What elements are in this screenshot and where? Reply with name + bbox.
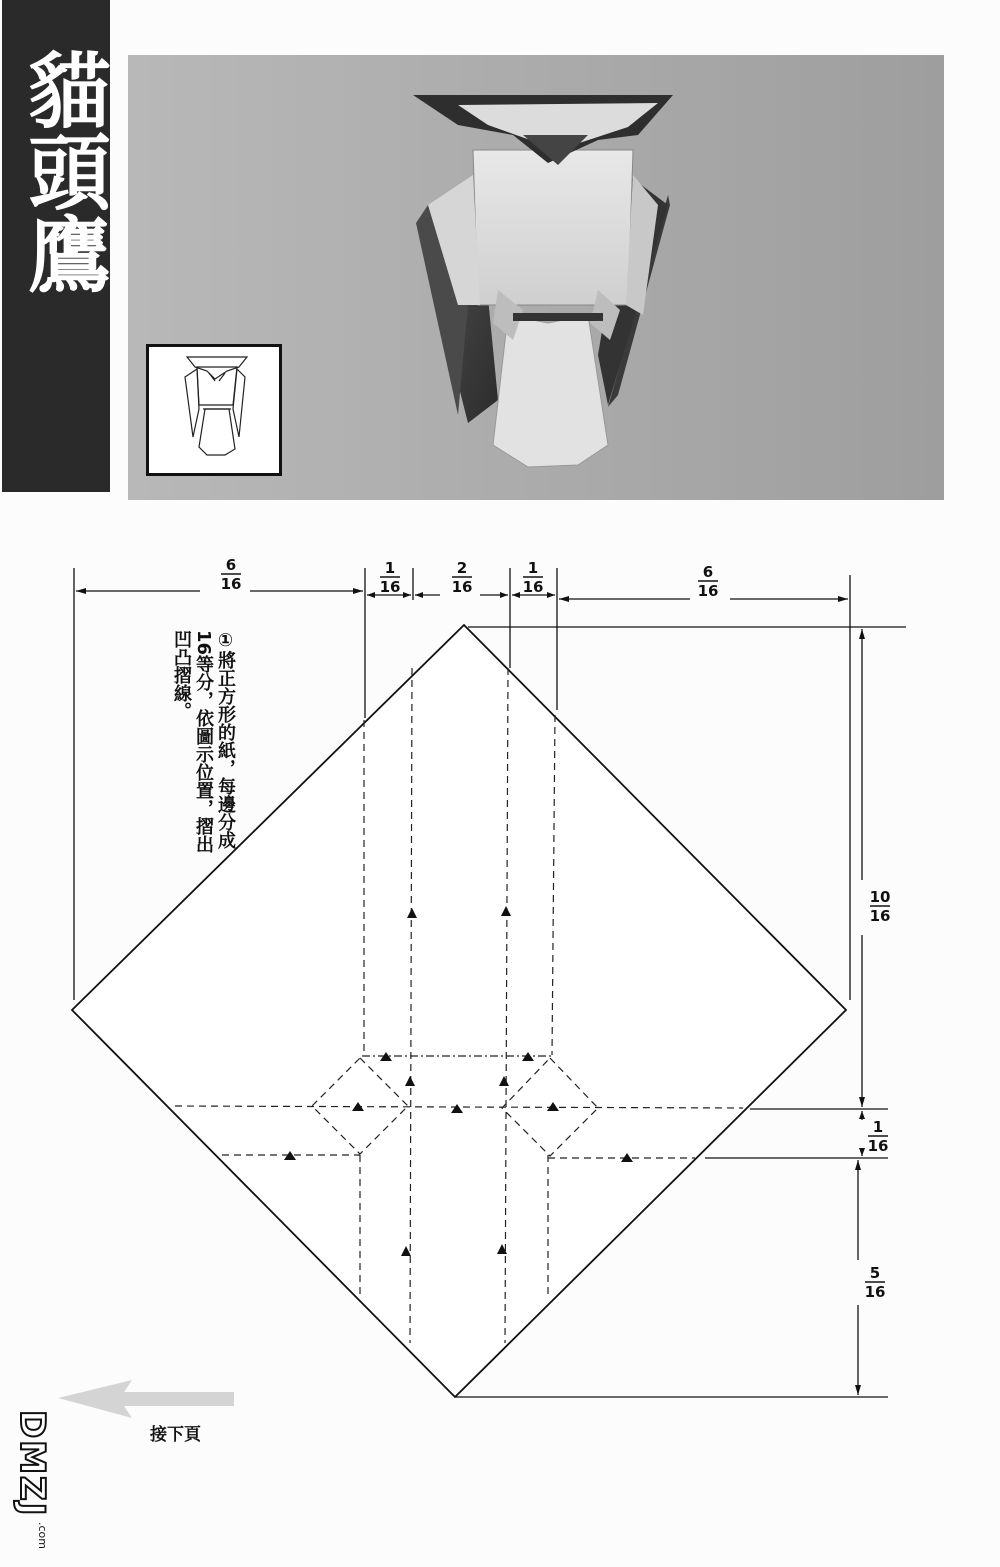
watermark-brand: DMZJ	[12, 1410, 52, 1518]
dim-top-5	[698, 563, 719, 600]
dim-top-1	[221, 556, 242, 593]
dim-top-3-numerator: 2	[456, 559, 468, 577]
dim-right-3-numerator: 5	[869, 1264, 881, 1282]
dim-right-2-denominator: 16	[867, 1137, 889, 1155]
dim-right-3	[865, 1264, 886, 1301]
dim-top-3	[452, 559, 473, 596]
dim-right-2	[868, 1118, 889, 1155]
dim-top-2	[380, 559, 401, 596]
step-instruction-text: 將正方形的紙，每邊分成16等分，依圖示位置，摺出凹凸摺線。	[171, 630, 236, 854]
dim-right-2-numerator: 1	[872, 1118, 884, 1136]
dim-top-5-numerator: 6	[702, 563, 714, 581]
dim-right-1-numerator: 10	[869, 888, 891, 906]
step-instruction	[116, 630, 236, 870]
watermark-domain: .com	[36, 1522, 49, 1549]
dim-top-4-denominator: 16	[522, 578, 544, 596]
dim-top-5-denominator: 16	[697, 582, 719, 600]
owl-line-drawing	[149, 347, 279, 473]
page-title: 貓頭鷹	[15, 48, 110, 294]
dim-right-1	[870, 888, 891, 925]
next-page-label[interactable]: 接下頁	[150, 1425, 201, 1445]
dim-top-3-denominator: 16	[451, 578, 473, 596]
watermark	[12, 1410, 52, 1560]
dim-top-2-numerator: 1	[384, 559, 396, 577]
dim-top-2-denominator: 16	[379, 578, 401, 596]
title-band	[2, 0, 110, 492]
dim-top-1-denominator: 16	[220, 575, 242, 593]
dim-top-1-numerator: 6	[225, 556, 237, 574]
dim-top-4-numerator: 1	[527, 559, 539, 577]
dim-right-1-denominator: 16	[869, 907, 891, 925]
back-arrow-icon[interactable]	[58, 1380, 238, 1420]
step-number: ①	[215, 630, 236, 651]
owl-thumbnail	[146, 344, 282, 476]
dim-top-4	[523, 559, 544, 596]
dim-right-3-denominator: 16	[864, 1283, 886, 1301]
